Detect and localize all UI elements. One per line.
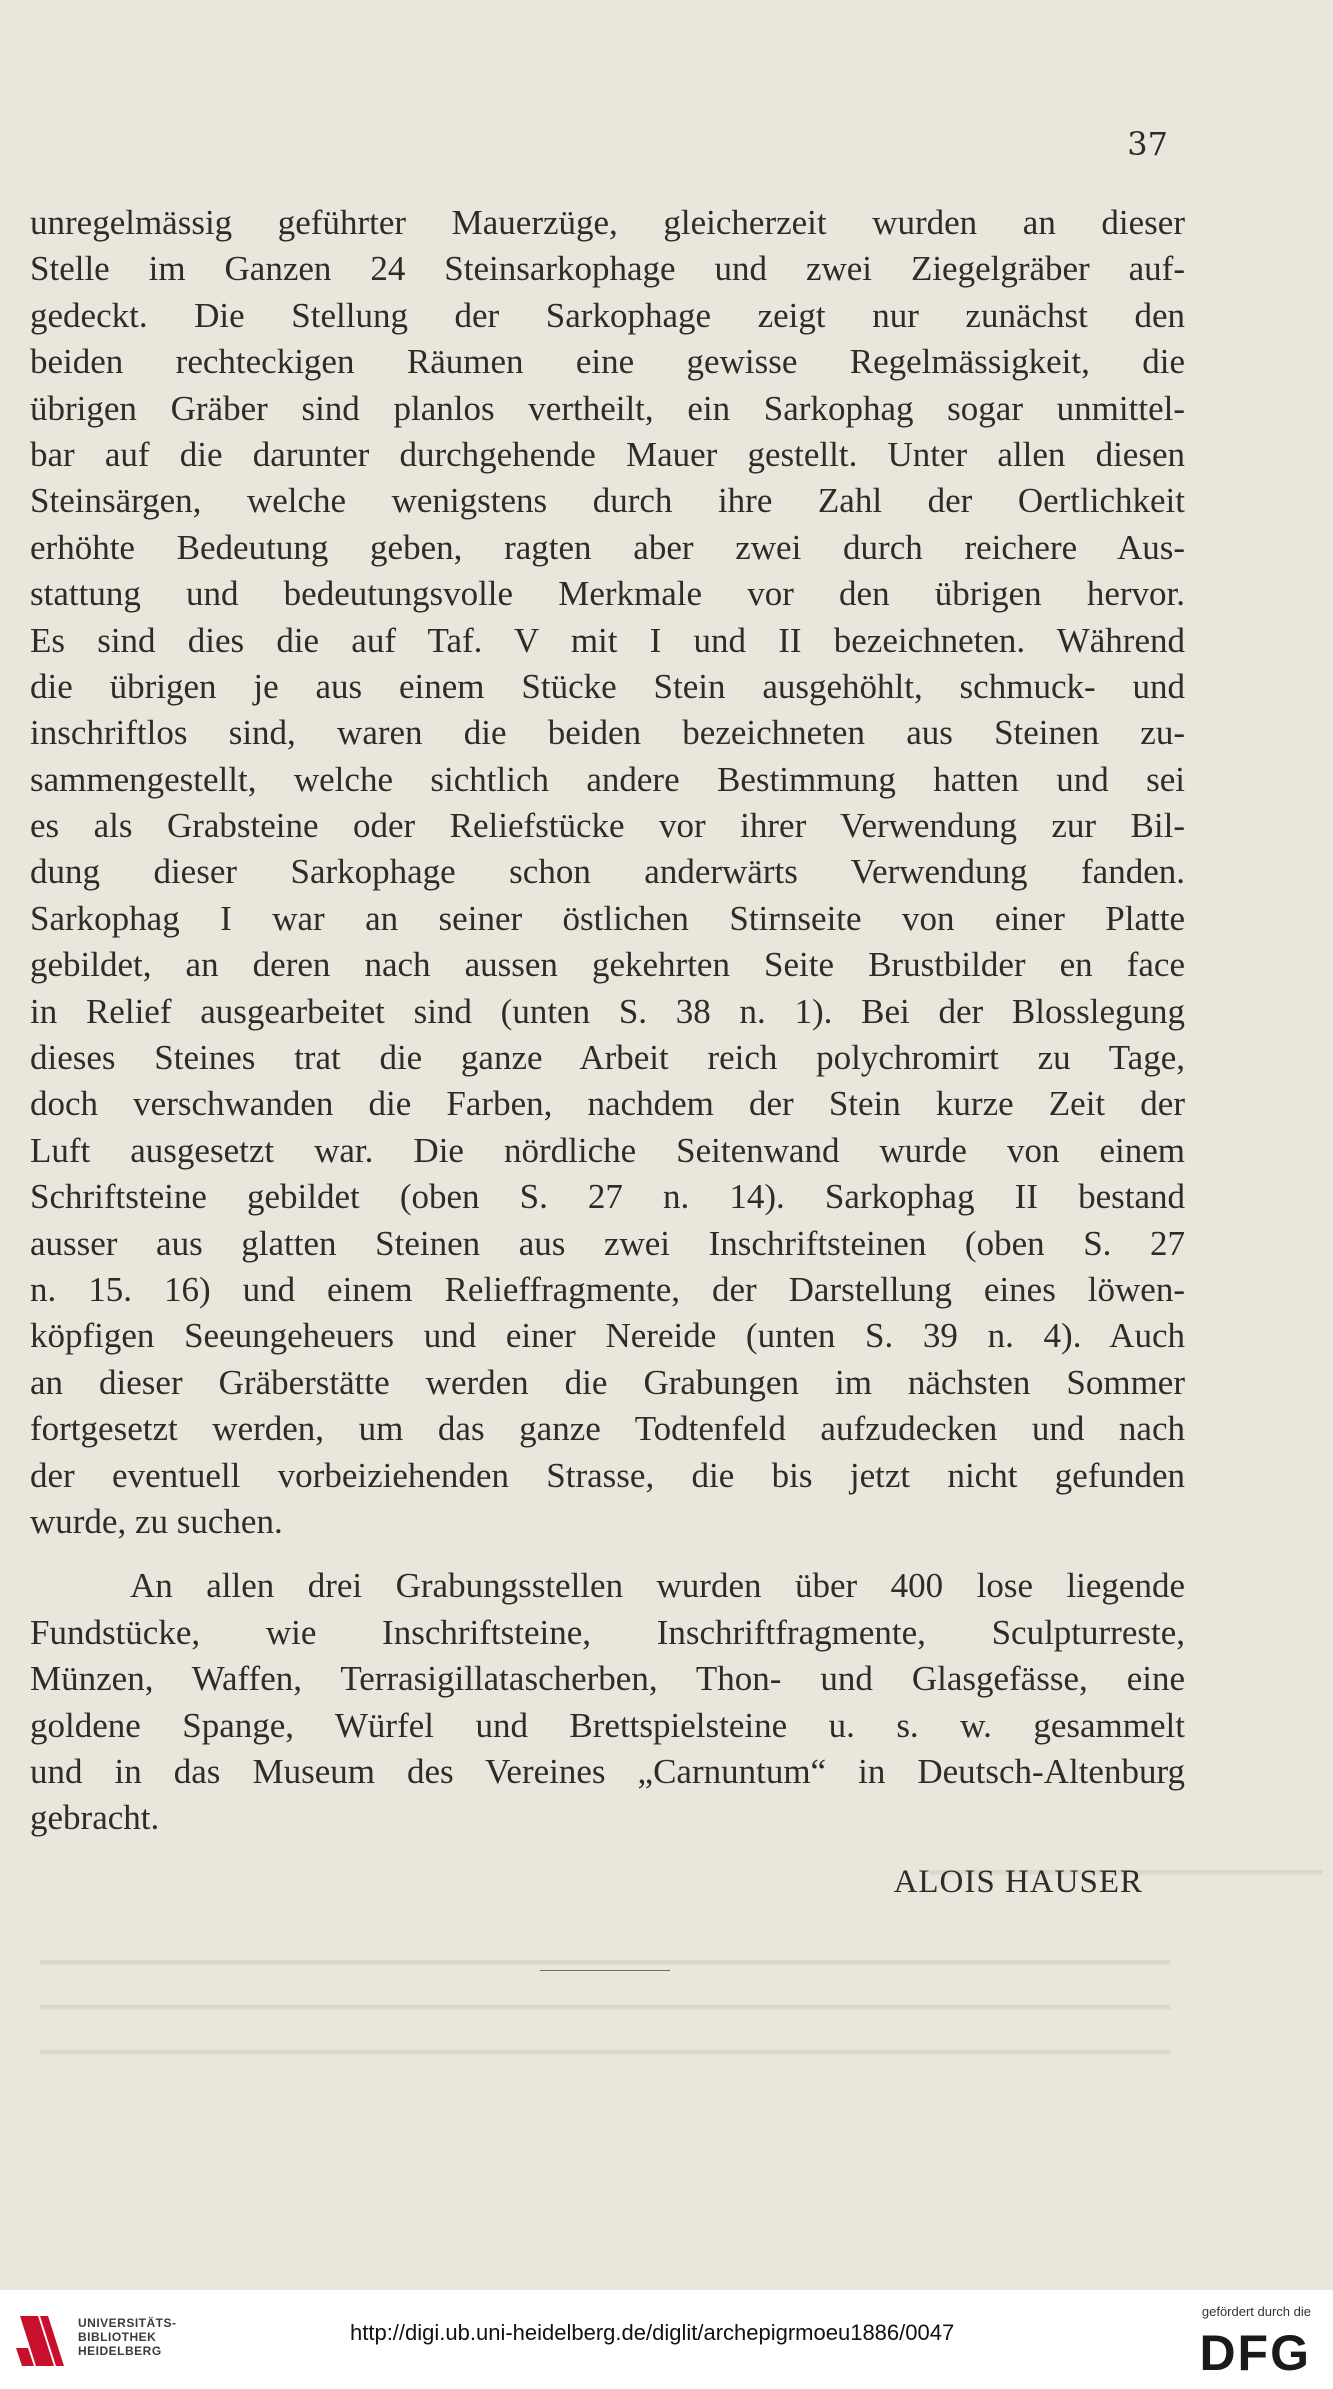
institution-line: HEIDELBERG: [78, 2344, 162, 2358]
text-line: sammengestellt, welche sichtlich andere Bestimmung hatten und sei: [30, 759, 1185, 799]
text-line: ausser aus glatten Steinen aus zwei Inschriftsteinen (oben S. 27: [30, 1223, 1185, 1263]
text-line: stattung und bedeutungsvolle Merkmale vor den übrigen hervor.: [30, 574, 1185, 614]
page-number: 37: [1127, 125, 1168, 163]
text-line: n. 15. 16) und einem Relieffragmente, der Darstellung eines löwen-: [30, 1269, 1185, 1309]
paragraph-1: [30, 200, 1185, 1545]
text-line: gebracht.: [30, 1798, 160, 1838]
institution-name: [78, 2316, 177, 2358]
closing-rule: [540, 1970, 670, 1971]
paragraph-gap: [30, 1545, 1185, 1563]
institution-line: UNIVERSITÄTS-: [78, 2316, 177, 2330]
text-line: Fundstücke, wie Inschriftsteine, Inschriftfragmente, Sculpturreste,: [30, 1612, 1185, 1652]
dfg-logo: DFG: [1199, 2325, 1311, 2381]
text-line: unregelmässig geführter Mauerzüge, gleicherzeit wurden an dieser: [30, 203, 1185, 242]
text-line: doch verschwanden die Farben, nachdem der Stein kurze Zeit der: [30, 1084, 1185, 1124]
text-line: übrigen Gräber sind planlos vertheilt, ein Sarkophag sogar unmittel-: [30, 388, 1185, 428]
text-line: und in das Museum des Vereines „Carnuntum“ in Deutsch-Altenburg: [30, 1751, 1185, 1791]
text-line: inschriftlos sind, waren die beiden bezeichneten aus Steinen zu-: [30, 713, 1185, 753]
text-line: Sarkophag I war an seiner östlichen Stirnseite von einer Platte: [30, 898, 1185, 938]
author-signature: ALOIS HAUSER: [893, 1864, 1143, 1900]
paragraph-2: [30, 1563, 1185, 1841]
digitization-footer: [0, 2290, 1333, 2389]
text-line: bar auf die darunter durchgehende Mauer gestellt. Unter allen diesen: [30, 434, 1185, 474]
text-line: An allen drei Grabungsstellen wurden über 400 lose liegende: [130, 1566, 1185, 1606]
show-through-texture: ▁▁▁▁▁▁▁▁▁▁▁▁▁▁▁▁▁▁▁▁▁▁▁▁▁▁▁▁▁▁▁▁▁▁▁▁▁▁▁▁▁▁▁▁▁▁▁▁▁: [40, 1931, 1171, 1964]
text-line: der eventuell vorbeiziehenden Strasse, die bis jetzt nicht gefunden: [30, 1455, 1185, 1495]
text-line: goldene Spange, Würfel und Brettspielsteine u. s. w. gesammelt: [30, 1705, 1185, 1745]
institution-line: BIBLIOTHEK: [78, 2330, 157, 2344]
permalink-url[interactable]: http://digi.ub.uni-heidelberg.de/diglit/archepigrmoeu1886/0047: [350, 2320, 955, 2345]
show-through-texture: ▁▁▁▁▁▁▁▁▁▁▁▁▁▁▁▁▁▁▁▁▁▁▁▁▁▁▁▁▁▁▁▁▁▁▁▁▁▁▁▁▁▁▁▁▁▁▁▁▁: [40, 1976, 1171, 2009]
text-line: Stelle im Ganzen 24 Steinsarkophage und zwei Ziegelgräber auf-: [30, 249, 1185, 289]
text-line: beiden rechteckigen Räumen eine gewisse Regelmässigkeit, die: [30, 342, 1185, 382]
text-line: dieses Steines trat die ganze Arbeit reich polychromirt zu Tage,: [30, 1038, 1185, 1078]
funded-by-label: gefördert durch die: [1201, 2304, 1311, 2319]
text-line: wurde, zu suchen.: [30, 1501, 283, 1541]
text-line: Steinsärgen, welche wenigstens durch ihre Zahl der Oertlichkeit: [30, 481, 1185, 521]
text-line: die übrigen je aus einem Stücke Stein ausgehöhlt, schmuck- und: [30, 666, 1185, 706]
text-line: köpfigen Seeungeheuers und einer Nereide (unten S. 39 n. 4). Auch: [30, 1316, 1185, 1356]
text-line: fortgesetzt werden, um das ganze Todtenfeld aufzudecken und nach: [30, 1409, 1185, 1449]
show-through-texture: ▁▁▁▁▁▁▁▁▁▁▁▁▁▁▁▁▁: [930, 1841, 1323, 1874]
text-line: Es sind dies die auf Taf. V mit I und II bezeichneten. Während: [30, 620, 1185, 660]
text-line: an dieser Gräberstätte werden die Grabungen im nächsten Sommer: [30, 1362, 1185, 1402]
text-line: Luft ausgesetzt war. Die nördliche Seitenwand wurde von einem: [30, 1130, 1185, 1170]
text-line: erhöhte Bedeutung geben, ragten aber zwei durch reichere Aus-: [30, 527, 1185, 567]
text-line: dung dieser Sarkophage schon anderwärts Verwendung fanden.: [30, 852, 1185, 892]
body-text: [30, 200, 1185, 1842]
text-line: Münzen, Waffen, Terrasigillatascherben, Thon- und Glasgefässe, eine: [30, 1659, 1185, 1699]
text-line: gebildet, an deren nach aussen gekehrten Seite Brustbilder en face: [30, 945, 1185, 985]
ub-heidelberg-logo-icon: [14, 2308, 72, 2374]
text-line: gedeckt. Die Stellung der Sarkophage zeigt nur zunächst den: [30, 295, 1185, 335]
show-through-texture: ▁▁▁▁▁▁▁▁▁▁▁▁▁▁▁▁▁▁▁▁▁▁▁▁▁▁▁▁▁▁▁▁▁▁▁▁▁▁▁▁▁▁▁▁▁▁▁▁▁: [40, 2021, 1171, 2054]
text-line: es als Grabsteine oder Reliefstücke vor ihrer Verwendung zur Bil-: [30, 806, 1185, 846]
text-line: in Relief ausgearbeitet sind (unten S. 38 n. 1). Bei der Blosslegung: [30, 991, 1185, 1031]
text-line: Schriftsteine gebildet (oben S. 27 n. 14). Sarkophag II bestand: [30, 1177, 1185, 1217]
